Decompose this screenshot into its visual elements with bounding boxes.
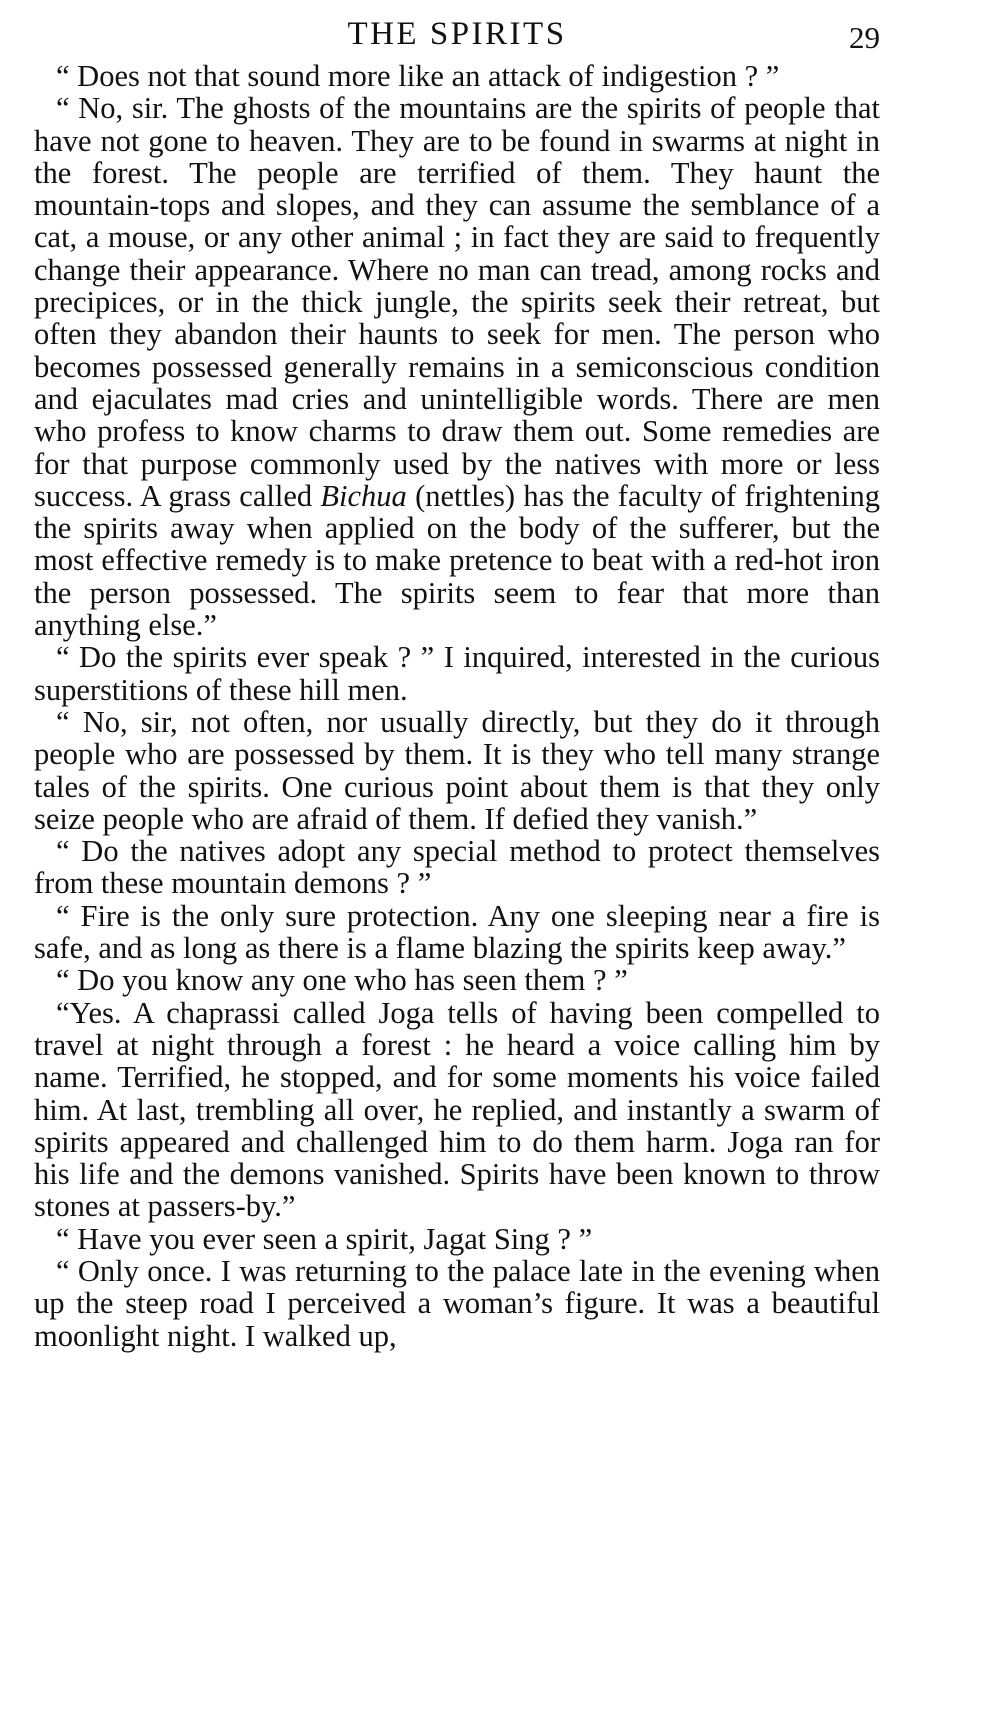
- paragraph-text: (nettles) has the faculty of frightening the spirits away when applied on the body of the sufferer, but the most effective remedy is to make pretence to beat with a red-hot iron the person possessed. The spirits seem to fear that more than anything else.”: [34, 478, 880, 643]
- paragraph: “ Fire is the only sure protection. Any one sleeping near a fire is safe, and as long as there is a flame blazing the spirits keep away.”: [34, 898, 880, 966]
- paragraph: “ Do you know any one who has seen them ? ”: [56, 963, 628, 998]
- page-number: 29: [849, 20, 880, 55]
- paragraph-text: “ No, sir. The ghosts of the mountains are the spirits of people that have not gone to heaven. They are to be found in swarms at night in the forest. The people are terrified of them. They haunt the mountain-tops and slopes, and they can assume the semblance of a cat, a mouse, or any other animal ; in fact they are said to frequently change their appearance. Where no man can tread, among rocks and precipices, or in the thick jungle, the spirits seek their retreat, but often they abandon their haunts to seek for men. The person who becomes possessed generally remains in a semiconscious condition and ejaculates mad cries and unintelligible words. There are men who profess to know charms to draw them out. Some remedies are for that purpose commonly used by the natives with more or less success. A grass called: [34, 91, 880, 513]
- paragraph: “ Only once. I was returning to the palace late in the evening when up the steep road I perceived a woman’s figure. It was a beautiful moonlight night. I walked up,: [34, 1253, 880, 1353]
- paragraph: “ Do the spirits ever speak ? ” I inquired, interested in the curious superstitions of these hill men.: [34, 640, 880, 707]
- paragraph: “ Does not that sound more like an attack of indigestion ? ”: [56, 59, 780, 93]
- paragraph: “Yes. A chaprassi called Joga tells of having been compelled to travel at night through a forest : he heard a voice calling him by name. Terrified, he stopped, and for some moments his voice failed him. At last, trembling all over, he replied, and instantly a swarm of spirits appeared and challenged him to do them harm. Joga ran for his life and the demons vanished. Spirits have been known to throw stones at passers-by.”: [34, 995, 880, 1224]
- running-head: [34, 12, 880, 60]
- paragraph: “ No, sir, not often, nor usually directly, but they do it through people who are possessed by them. It is they who tell many strange tales of the spirits. One curious point about them is that they only seize people who are afraid of them. If defied they vanish.”: [34, 704, 880, 836]
- paragraph: “ Have you ever seen a spirit, Jagat Sing ? ”: [56, 1221, 593, 1256]
- italic-term: Bichua: [320, 478, 407, 513]
- running-title: THE SPIRITS: [347, 16, 567, 52]
- paragraph: “ Do the natives adopt any special method to protect themselves from these mountain demons ? ”: [34, 834, 880, 901]
- body-text: [34, 60, 880, 1352]
- paragraph: [34, 92, 880, 641]
- book-page: [34, 12, 880, 1352]
